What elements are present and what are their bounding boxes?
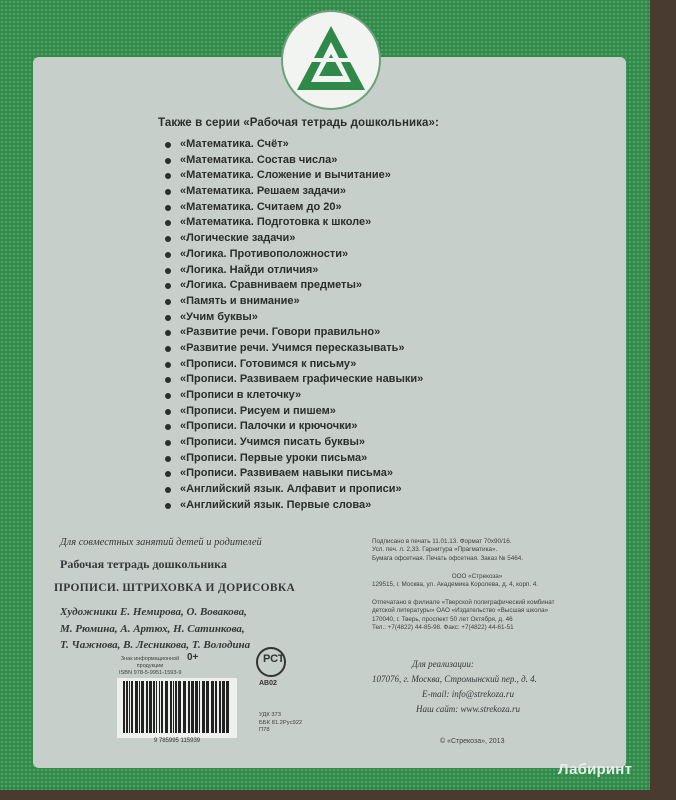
series-item [160,341,423,357]
series-item-label: «Прописи в клеточку» [180,389,302,401]
info-product-sign-label: Знак информационной продукции [120,656,180,669]
series-item-label: «Математика. Подготовка к школе» [180,216,372,229]
series-item-label: «Прописи. Учимся писать буквы» [180,436,365,449]
print-info-line: Бумага офсетная. Печать офсетная. Заказ № 5464. [372,554,524,562]
series-item [160,247,423,263]
series-item [160,435,423,451]
bullet-icon [165,440,171,446]
age-rating: 0+ [187,652,199,663]
barcode-bars [121,681,233,735]
print-info-line: Усл. печ. л. 2,33. Гарнитура «Прагматика». [372,546,498,554]
printer-line: Отпечатано в филиале «Тверской полиграфический комбинат [372,599,555,606]
dealer-line: E-mail: info@strekoza.ru [422,689,514,699]
bullet-icon [165,299,171,305]
pct-certification-icon [256,647,286,677]
series-item [160,137,423,153]
series-item-label: «Прописи. Развиваем навыки письма» [180,467,393,480]
series-item-label: «Прописи. Первые уроки письма» [180,451,368,464]
bullet-icon [165,252,171,258]
artists-line: Т. Чажнова, В. Лесникова, Т. Володина [60,639,251,651]
bullet-icon [165,189,171,195]
series-item-label: «Математика. Состав числа» [180,153,338,166]
series-item [160,451,423,467]
series-item-label: «Логика. Противоположности» [180,247,349,260]
printer-line: 170040, г. Тверь, проспект 50 лет Октября, д. 46 [372,615,513,623]
series-heading: Также в серии «Рабочая тетрадь дошкольника»: [158,117,439,129]
dealer-info [372,657,622,717]
workbook-series-name: Рабочая тетрадь дошкольника [60,557,227,571]
bullet-icon [165,142,171,148]
bullet-icon [165,268,171,274]
bullet-icon [165,487,171,493]
bullet-icon [165,456,171,462]
series-item [160,482,423,498]
series-item [160,184,423,200]
series-item [160,263,423,279]
series-item [160,310,423,326]
series-item-label: «Английский язык. Первые слова» [180,498,372,511]
classification-codes [259,712,302,735]
series-item [160,498,423,514]
series-item-label: «Прописи. Готовимся к письму» [180,357,357,370]
series-item-label: «Память и внимание» [180,294,300,307]
book-title: ПРОПИСИ. ШТРИХОВКА И ДОРИСОВКА [54,582,296,594]
series-item [160,168,423,184]
bullet-icon [165,471,171,477]
series-item-label: «Математика. Сложение и вычитание» [180,169,391,182]
series-item-label: «Английский язык. Алфавит и прописи» [180,483,402,496]
series-item-label: «Прописи. Рисуем и пишем» [180,404,336,417]
print-info [372,538,622,563]
bbk-code: ББК 81.2Рус922 [259,719,303,726]
labirint-watermark: Лабиринт [558,761,633,778]
printer-info [372,599,622,633]
artists-credit [60,604,350,654]
series-item [160,294,423,310]
series-item-label: «Развитие речи. Учимся пересказывать» [180,341,405,354]
series-item [160,419,423,435]
series-item [160,231,423,247]
publisher-logo [281,10,381,110]
dealer-line: 107076, г. Москва, Стромынский пер., д. 4. [372,674,537,684]
printer-line: Тел.: +7(4822) 44-85-98. Факс: +7(4822) 44-61-51 [372,624,514,632]
bullet-icon [165,330,171,336]
series-item [160,200,423,216]
series-item [160,357,423,373]
barcode-number: 9 785995 115939 [153,738,201,744]
background-edge [650,0,676,800]
bullet-icon [165,220,171,226]
printer-line: детской литературы» ОАО «Издательство «Высшая школа» [372,607,549,615]
series-item-label: «Математика. Счёт» [180,138,289,150]
series-item-label: «Математика. Решаем задачи» [180,185,347,198]
series-item [160,325,423,341]
series-item-label: «Логика. Сравниваем предметы» [180,279,362,292]
bullet-icon [165,377,171,383]
series-item [160,388,423,404]
series-item [160,215,423,231]
barcode [117,678,237,738]
publisher-info [372,573,622,590]
series-item-label: «Прописи. Развиваем графические навыки» [180,373,424,386]
bullet-icon [165,315,171,321]
bullet-icon [165,205,171,211]
pct-code: АВ02 [259,680,277,687]
series-list [160,137,423,514]
bullet-icon [165,362,171,368]
dealer-line: Для реализации: [412,659,474,669]
series-item-label: «Развитие речи. Говори правильно» [180,326,381,339]
series-item [160,466,423,482]
print-info-line: Подписано в печать 11.01.13. Формат 70х90/16. [372,538,512,545]
series-item-label: «Прописи. Палочки и крючочки» [180,420,358,433]
bullet-icon [165,236,171,242]
bullet-icon [165,283,171,289]
series-item [160,372,423,388]
bullet-icon [165,503,171,509]
series-item-label: «Логика. Найди отличия» [180,263,319,276]
bullet-icon [165,393,171,399]
author-mark: П78 [259,727,270,734]
isbn: ISBN 978-5-9951-1593-9 [119,670,182,676]
background-edge-bottom [0,790,676,800]
bullet-icon [165,346,171,352]
series-item [160,278,423,294]
series-item-label: «Логические задачи» [180,232,296,245]
bullet-icon [165,158,171,164]
joint-activity-note: Для совместных занятий детей и родителей [60,537,262,548]
bullet-icon [165,173,171,179]
copyright: © «Стрекоза», 2013 [440,738,505,745]
udc-code: УДК 373 [259,712,282,718]
series-item [160,404,423,420]
artists-line: Художники Е. Немирова, О. Вовакова, [60,606,247,618]
publisher-address: 129515, г. Москва, ул. Академика Королева, д. 4, корп. 4. [372,581,539,589]
pct-mark: РСТ [263,653,285,665]
bullet-icon [165,409,171,415]
series-item-label: «Математика. Считаем до 20» [180,200,342,213]
bullet-icon [165,424,171,430]
series-item [160,153,423,169]
publisher-name: ООО «Стрекоза» [451,573,503,580]
series-item-label: «Учим буквы» [180,310,258,323]
artists-line: М. Рюмина, А. Артюх, Н. Сатинкова, [60,622,245,635]
dealer-line: Наш сайт: www.strekoza.ru [416,704,521,714]
